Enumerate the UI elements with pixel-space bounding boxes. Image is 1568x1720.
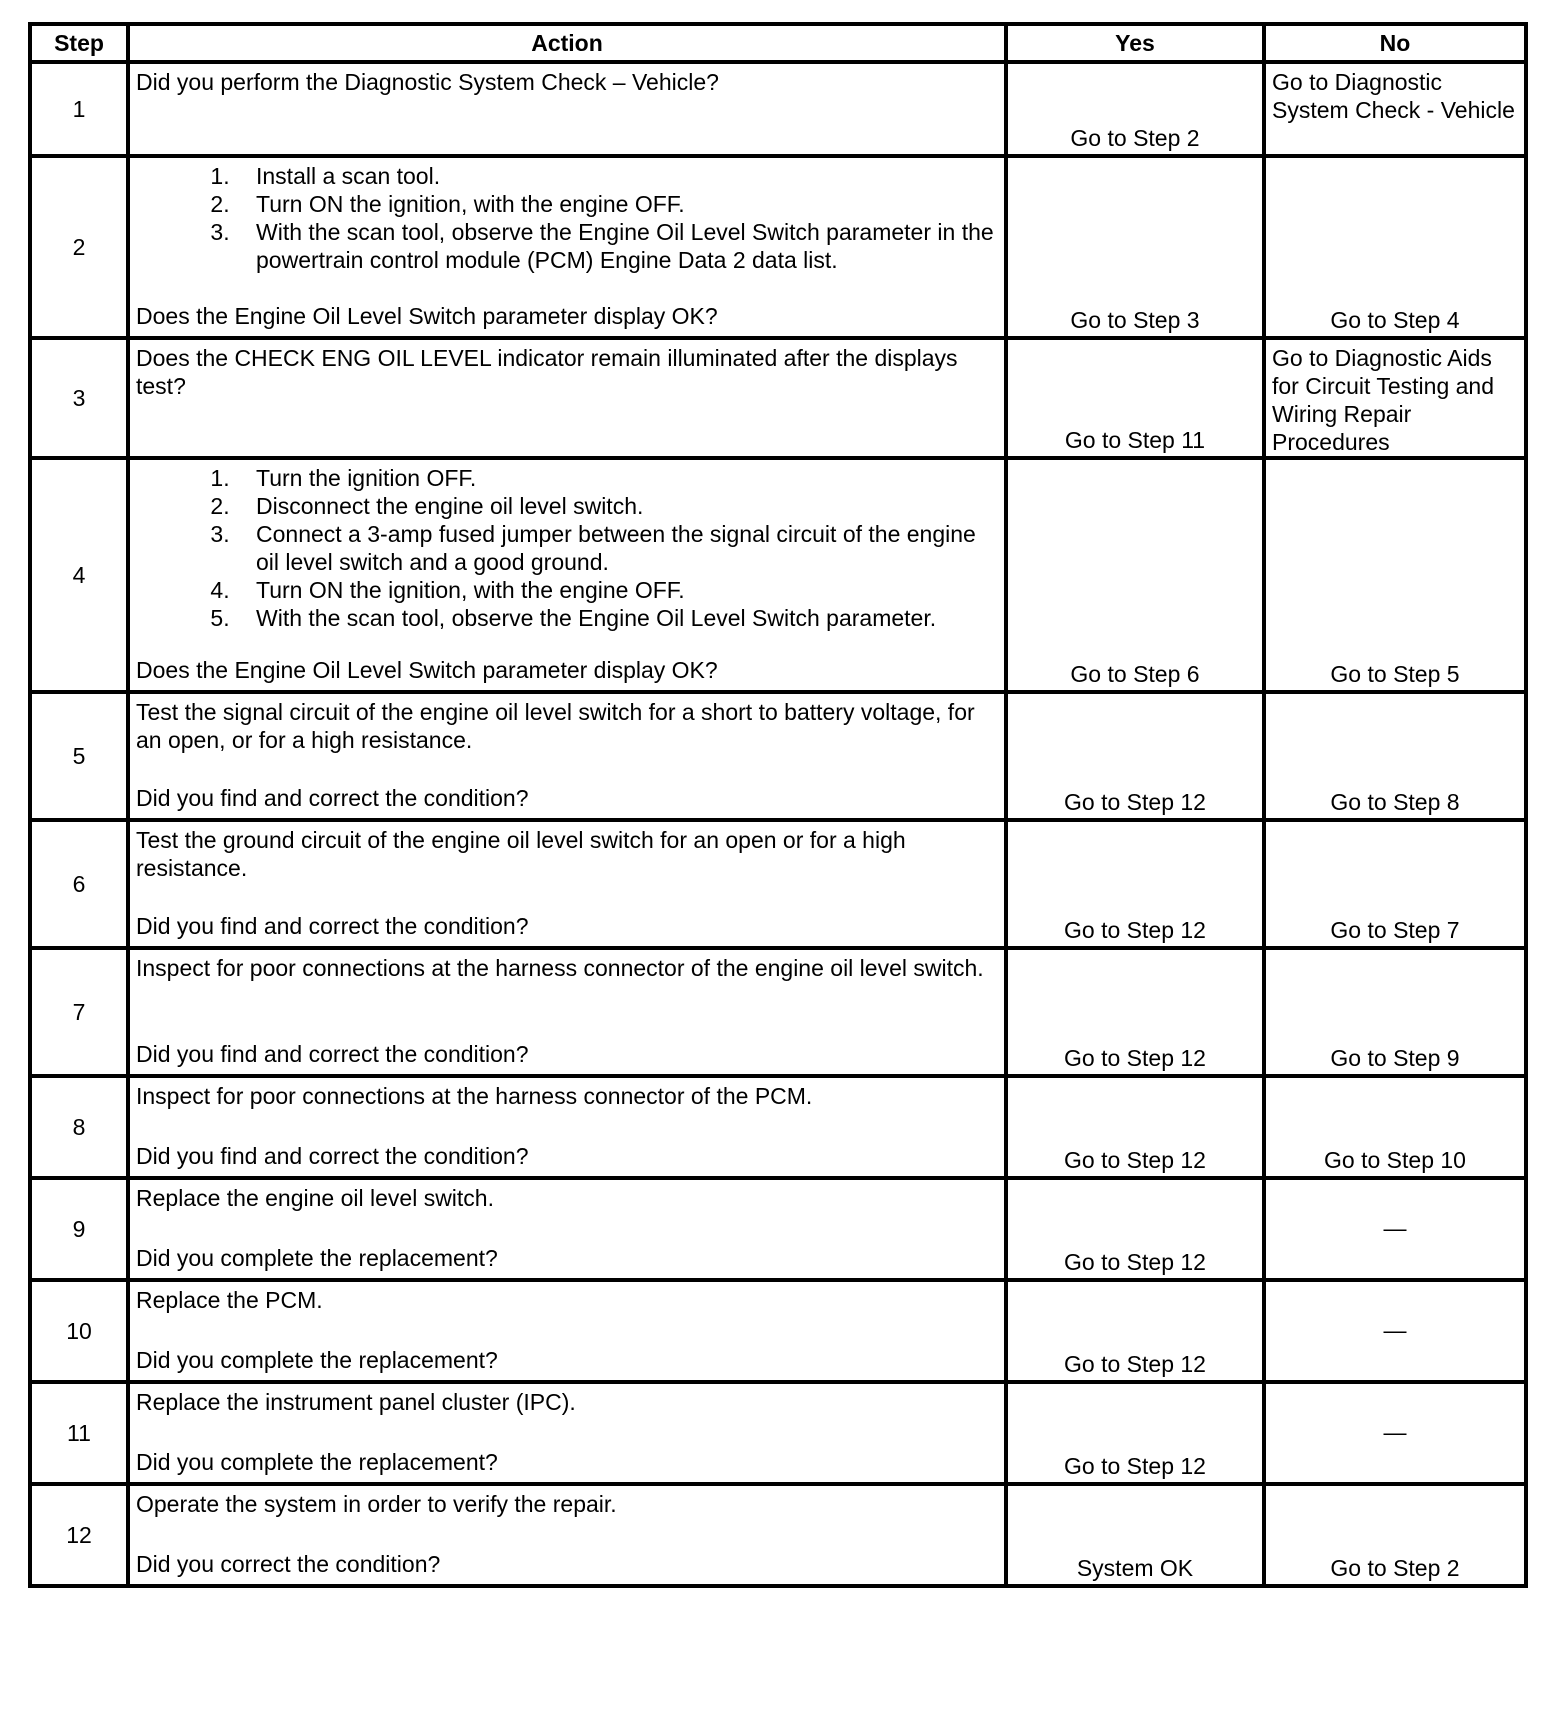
no-cell: Go to Step 7 [1264, 820, 1526, 948]
action-question: Did you find and correct the condition? [136, 1041, 529, 1067]
yes-cell: Go to Step 3 [1006, 156, 1264, 338]
table-row [30, 1178, 1526, 1280]
step-number: 2 [30, 156, 128, 338]
diagnostic-table [28, 22, 1528, 1588]
no-cell: Go to Step 2 [1264, 1484, 1526, 1586]
action-cell [128, 1178, 1006, 1280]
action-question: Did you find and correct the condition? [136, 785, 529, 811]
action-cell [128, 1382, 1006, 1484]
step-number: 5 [30, 692, 128, 820]
substep-item: 2. Turn ON the ignition, with the engine OFF. [236, 190, 998, 218]
action-text: Test the ground circuit of the engine oil level switch for an open or for a high resistance. [136, 827, 906, 881]
step-number: 1 [30, 62, 128, 156]
step-number: 4 [30, 458, 128, 692]
yes-cell: Go to Step 12 [1006, 1382, 1264, 1484]
table-row [30, 948, 1526, 1076]
substep-item: 1. Turn the ignition OFF. [236, 464, 998, 492]
action-text: Replace the instrument panel cluster (IPC). [136, 1389, 576, 1415]
table-row [30, 62, 1526, 156]
action-text: Inspect for poor connections at the harness connector of the engine oil level switch. [136, 955, 984, 981]
action-question: Did you complete the replacement? [136, 1449, 498, 1475]
action-text: Operate the system in order to verify the repair. [136, 1491, 617, 1517]
no-cell: Go to Step 5 [1264, 458, 1526, 692]
table-row [30, 338, 1526, 458]
no-cell: Go to Step 4 [1264, 156, 1526, 338]
yes-cell: Go to Step 12 [1006, 948, 1264, 1076]
action-question: Does the Engine Oil Level Switch parameter display OK? [136, 303, 718, 329]
action-text: Replace the engine oil level switch. [136, 1185, 494, 1211]
yes-cell: Go to Step 12 [1006, 1076, 1264, 1178]
action-cell [128, 458, 1006, 692]
substep-item: 4. Turn ON the ignition, with the engine OFF. [236, 576, 998, 604]
action-text: Inspect for poor connections at the harness connector of the PCM. [136, 1083, 813, 1109]
table-row [30, 1382, 1526, 1484]
header-yes: Yes [1006, 24, 1264, 62]
action-cell [128, 692, 1006, 820]
header-no: No [1264, 24, 1526, 62]
action-cell [128, 156, 1006, 338]
yes-cell: System OK [1006, 1484, 1264, 1586]
no-cell: Go to Diagnostic System Check - Vehicle [1264, 62, 1526, 156]
step-number: 10 [30, 1280, 128, 1382]
table-row [30, 458, 1526, 692]
action-cell [128, 338, 1006, 458]
action-text: Test the signal circuit of the engine oil level switch for a short to battery voltage, for an open, or for a high resistance. [136, 699, 975, 753]
table-row [30, 1076, 1526, 1178]
action-question: Did you find and correct the condition? [136, 913, 529, 939]
substep-item: 3. Connect a 3-amp fused jumper between the signal circuit of the engine oil level switch and a good ground. [236, 520, 998, 576]
action-cell [128, 62, 1006, 156]
step-number: 11 [30, 1382, 128, 1484]
action-cell [128, 1484, 1006, 1586]
table-row [30, 1484, 1526, 1586]
no-cell: Go to Step 8 [1264, 692, 1526, 820]
no-cell: Go to Step 9 [1264, 948, 1526, 1076]
step-number: 7 [30, 948, 128, 1076]
table-body [30, 62, 1526, 1586]
substep-item: 2. Disconnect the engine oil level switch. [236, 492, 998, 520]
table-row [30, 820, 1526, 948]
step-number: 12 [30, 1484, 128, 1586]
action-text: Does the CHECK ENG OIL LEVEL indicator remain illuminated after the displays test? [136, 345, 958, 399]
yes-cell: Go to Step 12 [1006, 1280, 1264, 1382]
action-cell [128, 1280, 1006, 1382]
action-cell [128, 820, 1006, 948]
step-number: 6 [30, 820, 128, 948]
action-question: Did you find and correct the condition? [136, 1143, 529, 1169]
header-step: Step [30, 24, 128, 62]
substep-item: 5. With the scan tool, observe the Engine Oil Level Switch parameter. [236, 604, 998, 632]
action-text: Did you perform the Diagnostic System Check – Vehicle? [136, 69, 719, 95]
table-row [30, 692, 1526, 820]
action-cell [128, 1076, 1006, 1178]
no-cell: Go to Diagnostic Aids for Circuit Testing and Wiring Repair Procedures [1264, 338, 1526, 458]
substep-item: 3. With the scan tool, observe the Engine Oil Level Switch parameter in the powertrain control module (PCM) Engine Data 2 data list. [236, 218, 998, 274]
no-cell: Go to Step 10 [1264, 1076, 1526, 1178]
substep-list [136, 464, 998, 632]
action-cell [128, 948, 1006, 1076]
header-action: Action [128, 24, 1006, 62]
step-number: 3 [30, 338, 128, 458]
step-number: 9 [30, 1178, 128, 1280]
action-question: Did you complete the replacement? [136, 1245, 498, 1271]
no-cell: — [1264, 1280, 1526, 1382]
substep-item: 1. Install a scan tool. [236, 162, 998, 190]
action-text: Replace the PCM. [136, 1287, 323, 1313]
substep-list [136, 162, 998, 274]
yes-cell: Go to Step 2 [1006, 62, 1264, 156]
header-row [30, 24, 1526, 62]
yes-cell: Go to Step 6 [1006, 458, 1264, 692]
table-row [30, 1280, 1526, 1382]
yes-cell: Go to Step 12 [1006, 820, 1264, 948]
no-cell: — [1264, 1382, 1526, 1484]
yes-cell: Go to Step 12 [1006, 692, 1264, 820]
action-question: Did you correct the condition? [136, 1551, 441, 1577]
action-question: Does the Engine Oil Level Switch parameter display OK? [136, 657, 718, 683]
yes-cell: Go to Step 12 [1006, 1178, 1264, 1280]
action-question: Did you complete the replacement? [136, 1347, 498, 1373]
table-row [30, 156, 1526, 338]
no-cell: — [1264, 1178, 1526, 1280]
yes-cell: Go to Step 11 [1006, 338, 1264, 458]
step-number: 8 [30, 1076, 128, 1178]
